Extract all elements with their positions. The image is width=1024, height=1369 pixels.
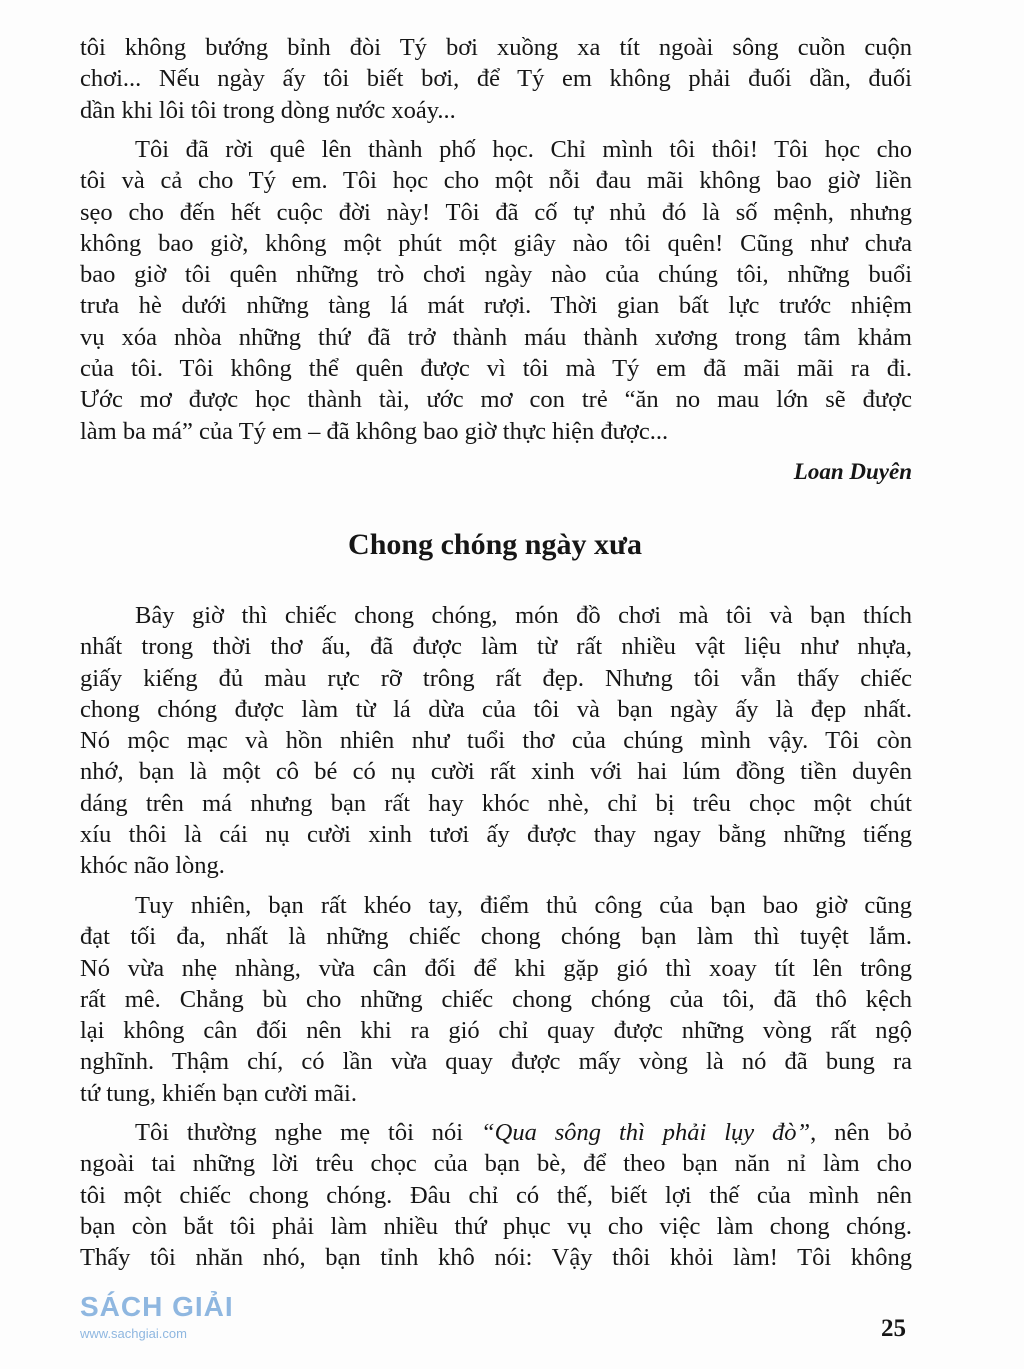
text-line: Ước mơ được học thành tài, ước mơ con trẻ “ăn no mau lớn sẽ được bbox=[80, 386, 912, 414]
watermark-logo bbox=[80, 1292, 234, 1341]
text-segment: Tôi thường nghe mẹ tôi nói bbox=[135, 1119, 482, 1146]
paragraph-2 bbox=[80, 134, 912, 447]
page-number: 25 bbox=[881, 1315, 906, 1342]
story-title: Chong chóng ngày xưa bbox=[348, 528, 642, 561]
text-line: làm ba má” của Tý em – đã không bao giờ thực hiện được... bbox=[80, 417, 669, 445]
text-line: Thấy tôi nhăn nhó, bạn tỉnh khô nói: Vậy thôi khỏi làm! Tôi không bbox=[80, 1244, 912, 1272]
text-line: Nó mộc mạc và hồn nhiên như tuổi thơ của chúng mình vậy. Tôi còn bbox=[80, 727, 912, 755]
paragraph-4 bbox=[80, 890, 912, 1109]
text-line: giấy kiếng đủ màu rực rỡ trông rất đẹp. Nhưng tôi vẫn thấy chiếc bbox=[80, 664, 912, 692]
text-line: Bây giờ thì chiếc chong chóng, món đồ chơi mà tôi và bạn thích bbox=[135, 602, 912, 629]
text-line: không bao giờ, không một phút một giây nào tôi quên! Cũng như chưa bbox=[80, 229, 912, 257]
watermark-logo-text: SÁCH GIẢI bbox=[80, 1291, 234, 1322]
text-line bbox=[80, 1117, 912, 1148]
text-line: nhớ, bạn là một cô bé có nụ cười rất xinh với hai lúm đồng tiền duyên bbox=[80, 758, 912, 786]
paragraph-5 bbox=[80, 1117, 912, 1273]
text-line: bạn còn bắt tôi phải làm nhiều thứ phục vụ cho việc làm chong chóng. bbox=[80, 1212, 912, 1240]
text-line: rất mê. Chẳng bù cho những chiếc chong chóng của tôi, đã thô kệch bbox=[80, 985, 912, 1013]
text-line: đạt tối đa, nhất là những chiếc chong chóng bạn làm thì tuyệt lắm. bbox=[80, 923, 912, 951]
text-line: nghĩnh. Thậm chí, có lần vừa quay được mấy vòng là nó đã bung ra bbox=[80, 1048, 912, 1076]
text-line: ngoài tai những lời trêu chọc của bạn bè, để theo bạn năn nỉ làm cho bbox=[80, 1150, 912, 1178]
text-line: tôi một chiếc chong chóng. Đâu chỉ có thế, biết lợi thế của mình nên bbox=[80, 1181, 912, 1209]
text-line: của tôi. Tôi không thể quên được vì tôi mà Tý em đã mãi mãi ra đi. bbox=[80, 355, 912, 383]
paragraph-3 bbox=[80, 600, 912, 882]
text-line: dần khi lôi tôi trong dòng nước xoáy... bbox=[80, 96, 456, 124]
text-line: chong chóng được làm từ lá dừa của tôi và bạn ngày ấy là đẹp nhất. bbox=[80, 695, 912, 723]
text-line: Tuy nhiên, bạn rất khéo tay, điểm thủ công của bạn bao giờ cũng bbox=[135, 892, 912, 919]
text-line: tôi và cả cho Tý em. Tôi học cho một nỗi đau mãi không bao giờ liền bbox=[80, 167, 912, 195]
text-line: xíu thôi là cái nụ cười xinh tươi ấy được thay ngay bằng những tiếng bbox=[80, 821, 912, 849]
author-signature: Loan Duyên bbox=[793, 459, 912, 484]
text-line: lại không cân đối nên khi ra gió chỉ quay được những vòng rất ngộ bbox=[80, 1017, 912, 1045]
text-line: tứ tung, khiến bạn cười mãi. bbox=[80, 1079, 357, 1107]
text-line: nhất trong thời thơ ấu, đã được làm từ rất nhiều vật liệu như nhựa, bbox=[80, 633, 912, 661]
text-line: khóc não lòng. bbox=[80, 852, 225, 880]
paragraph-1 bbox=[80, 32, 912, 126]
text-line: dáng trên má nhưng bạn rất hay khóc nhè, chỉ bị trêu chọc một chút bbox=[80, 789, 912, 817]
text-line: vụ xóa nhòa những thứ đã trở thành máu thành xương trong tâm khảm bbox=[80, 323, 912, 351]
text-line: tôi không bướng bỉnh đòi Tý bơi xuồng xa tít ngoài sông cuồn cuộn bbox=[80, 34, 912, 61]
quoted-proverb: “Qua sông thì phải lụy đò” bbox=[481, 1119, 811, 1146]
text-line: trưa hè dưới những tàng lá mát rượi. Thời gian bất lực trước nhiệm bbox=[80, 292, 912, 320]
text-line: sẹo cho đến hết cuộc đời này! Tôi đã cố tự nhủ đó là số mệnh, nhưng bbox=[80, 198, 912, 226]
text-line: Tôi đã rời quê lên thành phố học. Chỉ mình tôi thôi! Tôi học cho bbox=[135, 136, 912, 163]
text-line: bao giờ tôi quên những trò chơi ngày nào của chúng tôi, những buổi bbox=[80, 261, 912, 289]
watermark-url: www.sachgiai.com bbox=[80, 1325, 187, 1341]
text-line: Nó vừa nhẹ nhàng, vừa cân đối để khi gặp gió thì xoay tít lên trông bbox=[80, 954, 912, 982]
text-line: chơi... Nếu ngày ấy tôi biết bơi, để Tý em không phải đuối dần, đuối bbox=[80, 65, 912, 93]
text-segment: , nên bỏ bbox=[810, 1119, 912, 1146]
